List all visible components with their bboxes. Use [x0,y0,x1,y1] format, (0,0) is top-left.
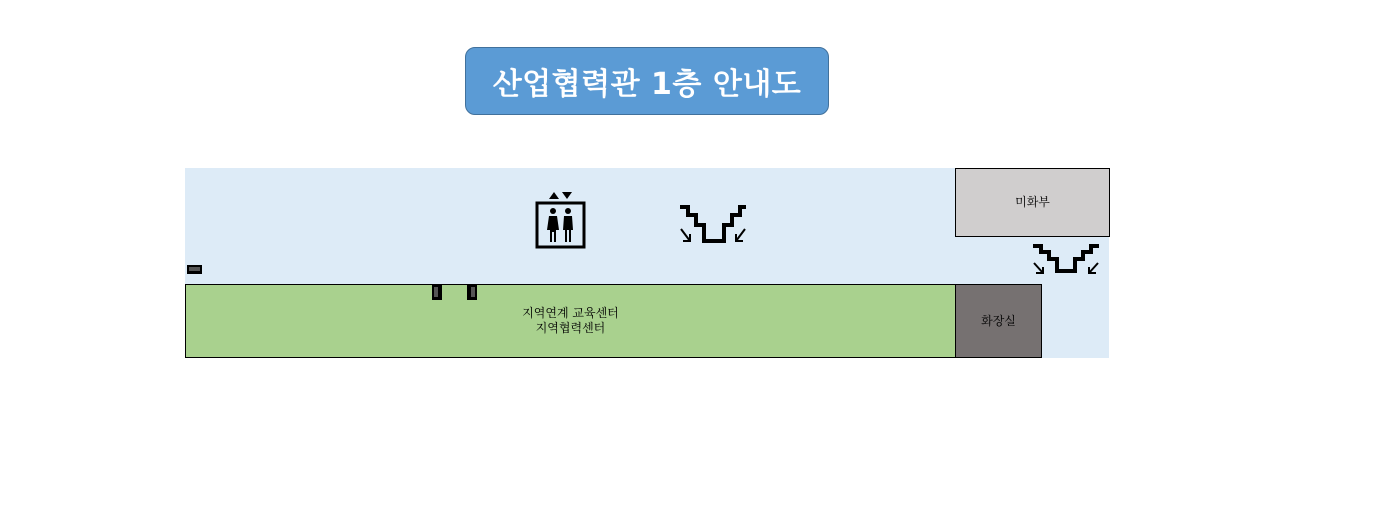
room-restroom[interactable] [955,284,1042,358]
door-icon[interactable] [187,265,202,274]
map-title: 산업협력관 1층 안내도 [465,47,829,115]
room-education-center-label-2: 지역협력센터 [535,321,606,335]
stairs-icon [678,204,748,248]
room-education-center-label-1: 지역연계 교육센터 [522,306,619,320]
room-education-center[interactable] [185,284,956,358]
door-icon[interactable] [467,285,477,300]
door-icon[interactable] [432,285,442,300]
stairs-icon [1031,243,1101,277]
elevator-icon [535,192,587,250]
room-beauty[interactable] [955,168,1110,237]
room-beauty-label: 미화부 [1015,195,1050,209]
room-restroom-label: 화장실 [981,313,1016,328]
